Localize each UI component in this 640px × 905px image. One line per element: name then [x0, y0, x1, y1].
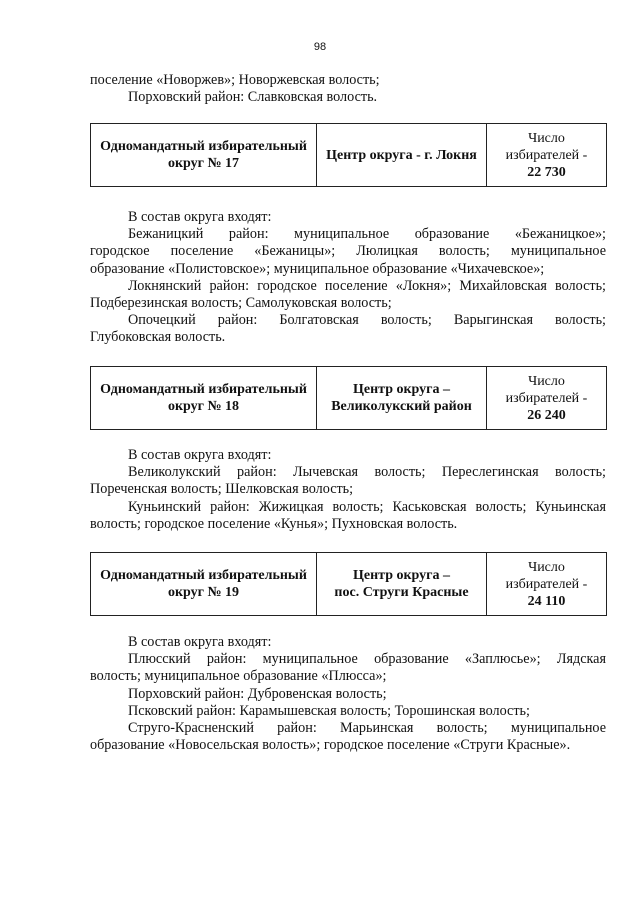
district-center-line: Центр округа –	[352, 382, 451, 397]
body-line: Подберезинская волость; Самолуковская волость;	[90, 295, 392, 312]
page-number: 98	[313, 41, 327, 53]
body-line: Пореченская волость; Шелковская волость;	[90, 481, 354, 498]
body-line: образование «Полистовское»; муниципальное образование «Чихачевское»;	[90, 260, 545, 277]
voters-count: 22 730	[527, 164, 566, 180]
body-line: Плюсский район: муниципальное образование «Заплюсье»; Лядская	[128, 651, 606, 668]
district-center	[317, 367, 487, 430]
voters-label: избирателей -	[505, 390, 588, 406]
district-center	[317, 553, 487, 616]
district-name	[91, 124, 317, 187]
body-line: городское поселение «Бежаницы»; Люлицкая волость; муниципальное	[90, 243, 606, 260]
district-17-header	[90, 123, 607, 187]
district-voters	[487, 553, 607, 616]
voters-label: избирателей -	[505, 576, 588, 592]
body-line: Великолукский район: Лычевская волость; Переслегинская волость;	[128, 464, 606, 481]
body-line: волость; муниципальное образование «Плюсса»;	[90, 668, 387, 685]
body-line: волость; городское поселение «Кунья»; Пухновская волость.	[90, 515, 458, 532]
voters-label: Число	[528, 130, 565, 146]
district-18-header	[90, 366, 607, 430]
district-name-line: Одномандатный избирательный	[100, 568, 307, 583]
district-17-body	[90, 209, 606, 347]
body-line: Порховский район: Дубровенская волость;	[128, 685, 387, 702]
body-line: Локнянский район: городское поселение «Локня»; Михайловская волость;	[128, 277, 606, 294]
body-line: Псковский район: Карамышевская волость; Торошинская волость;	[128, 702, 530, 719]
district-center-line: Центр округа - г. Локня	[326, 147, 477, 163]
district-name-line: Одномандатный избирательный	[100, 139, 307, 154]
district-voters	[487, 367, 607, 430]
district-center-line: Великолукский район	[331, 399, 472, 414]
voters-label: Число	[528, 559, 565, 575]
district-voters	[487, 124, 607, 187]
body-line: образование «Новосельская волость»; городское поселение «Струги Красные».	[90, 737, 571, 754]
district-name	[91, 553, 317, 616]
district-19-body	[90, 634, 606, 754]
district-center-line: пос. Струги Красные	[334, 585, 469, 600]
intro-line: поселение «Новоржев»; Новоржевская волость;	[90, 72, 380, 88]
district-number: округ № 18	[167, 399, 240, 414]
intro-text	[90, 72, 606, 106]
body-line: Струго-Красненский район: Марьинская волость; муниципальное	[128, 720, 606, 737]
includes-label: В состав округа входят:	[128, 447, 272, 463]
district-18-body	[90, 447, 606, 533]
body-line: Опочецкий район: Болгатовская волость; Варыгинская волость;	[128, 312, 606, 329]
district-number: округ № 19	[167, 585, 240, 600]
body-line: Бежаницкий район: муниципальное образование «Бежаницкое»;	[128, 226, 606, 243]
district-name	[91, 367, 317, 430]
district-name-line: Одномандатный избирательный	[100, 382, 307, 397]
district-19-header	[90, 552, 607, 616]
voters-count: 26 240	[527, 407, 566, 423]
voters-count: 24 110	[527, 593, 566, 609]
district-center	[317, 124, 487, 187]
includes-label: В состав округа входят:	[128, 634, 272, 650]
intro-line: Порховский район: Славковская волость.	[128, 89, 378, 106]
includes-label: В состав округа входят:	[128, 209, 272, 225]
body-line: Глубоковская волость.	[90, 329, 226, 346]
body-line: Куньинский район: Жижицкая волость; Каськовская волость; Куньинская	[128, 498, 606, 515]
voters-label: Число	[528, 373, 565, 389]
voters-label: избирателей -	[505, 147, 588, 163]
district-center-line: Центр округа –	[352, 568, 451, 583]
district-number: округ № 17	[167, 156, 240, 171]
